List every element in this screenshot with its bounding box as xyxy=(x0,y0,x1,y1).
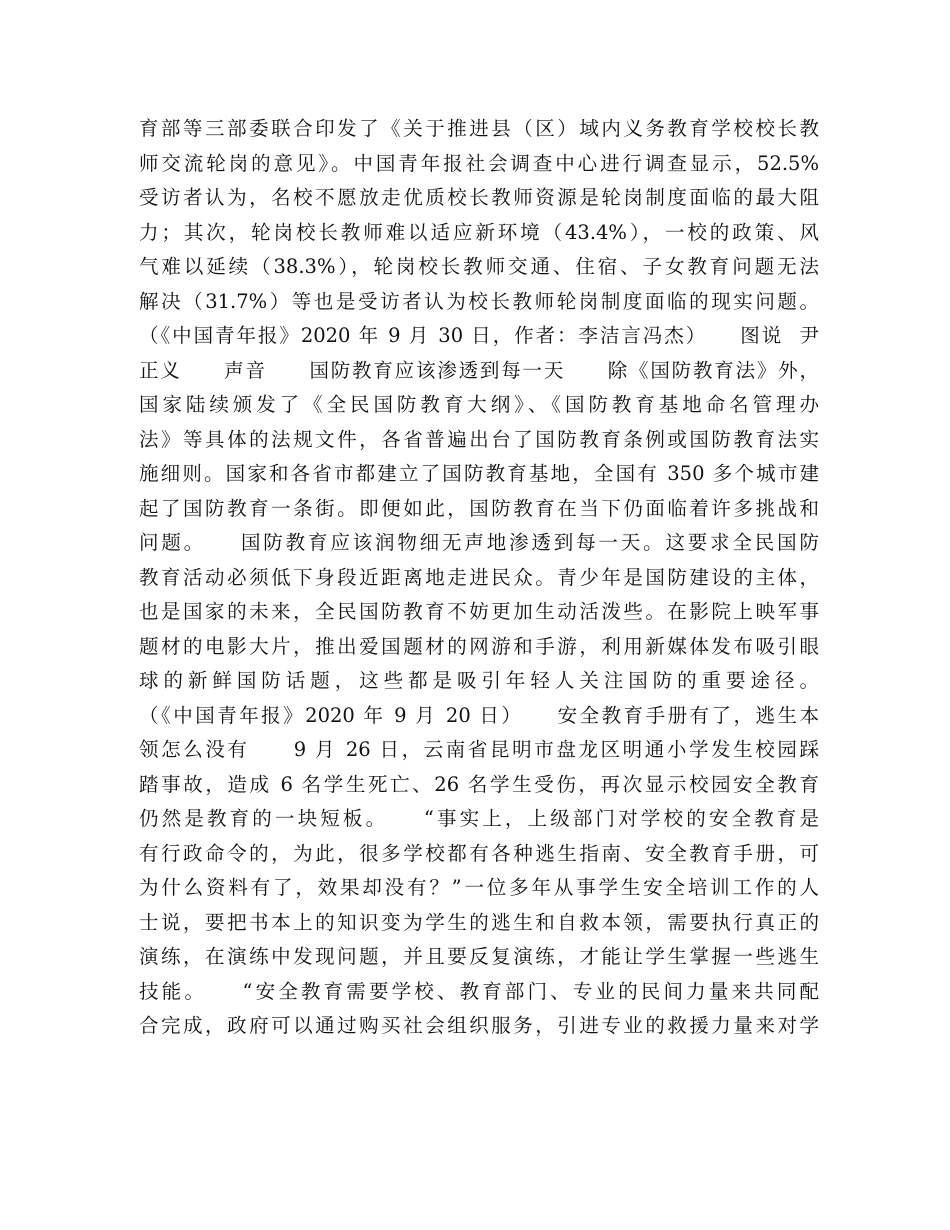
body-text xyxy=(139,112,819,1044)
text-line: 也是国家的未来，全民国防教育不妨更加生动活泼些。在影院上映军事 xyxy=(139,600,819,623)
text-line: （《中国青年报》2020 年 9 月 20 日） 安全教育手册有了，逃生本 xyxy=(139,703,819,727)
text-line: 踏事故，造成 6 名学生死亡、26 名学生受伤，再次显示校园安全教育 xyxy=(139,772,819,796)
text-line: 有行政命令的，为此，很多学校都有各种逃生指南、安全教育手册，可 xyxy=(139,841,819,865)
text-line: 解决（31.7%）等也是受访者认为校长教师轮岗制度面临的现实问题。 xyxy=(139,289,819,313)
text-line: 为什么资料有了，效果却没有？”一位多年从事学生安全培训工作的人 xyxy=(139,876,819,899)
text-line: 力；其次，轮岗校长教师难以适应新环境（43.4%），一校的政策、风 xyxy=(139,220,819,244)
text-line: 仍然是教育的一块短板。 “事实上，上级部门对学校的安全教育是 xyxy=(139,807,819,830)
text-line: 受访者认为，名校不愿放走优质校长教师资源是轮岗制度面临的最大阻 xyxy=(139,186,819,209)
text-line: 法》等具体的法规文件，各省普遍出台了国防教育条例或国防教育法实 xyxy=(139,427,819,451)
text-line: 施细则。国家和各省市都建立了国防教育基地，全国有 350 多个城市建 xyxy=(139,462,819,485)
text-line: 教育活动必须低下身段近距离地走进民众。青少年是国防建设的主体， xyxy=(139,565,819,589)
text-line: 国家陆续颁发了《全民国防教育大纲》、《国防教育基地命名管理办 xyxy=(139,393,819,416)
text-line: 演练，在演练中发现问题，并且要反复演练，才能让学生掌握一些逃生 xyxy=(139,945,819,968)
text-line: （《中国青年报》2020 年 9 月 30 日，作者：李洁言冯杰） 图说 尹 xyxy=(139,324,819,347)
text-line: 技能。 “安全教育需要学校、教育部门、专业的民间力量来共同配 xyxy=(139,979,819,1003)
text-line: 起了国防教育一条街。即便如此，国防教育在当下仍面临着许多挑战和 xyxy=(139,496,819,520)
text-line: 球的新鲜国防话题，这些都是吸引年轻人关注国防的重要途径。 xyxy=(139,669,819,692)
text-line: 题材的电影大片，推出爱国题材的网游和手游，利用新媒体发布吸引眼 xyxy=(139,634,819,658)
text-line: 师交流轮岗的意见》。中国青年报社会调查中心进行调查显示，52.5% xyxy=(139,151,819,175)
text-line: 气难以延续（38.3%），轮岗校长教师交通、住宿、子女教育问题无法 xyxy=(139,255,819,278)
text-line: 士说，要把书本上的知识变为学生的逃生和自救本领，需要执行真正的 xyxy=(139,910,819,934)
text-line: 领怎么没有 9 月 26 日，云南省昆明市盘龙区明通小学发生校园踩 xyxy=(139,738,819,761)
text-line: 问题。 国防教育应该润物细无声地渗透到每一天。这要求全民国防 xyxy=(139,531,819,554)
text-line: 育部等三部委联合印发了《关于推进县（区）域内义务教育学校校长教 xyxy=(139,117,819,140)
text-line: 正义 声音 国防教育应该渗透到每一天 除《国防教育法》外， xyxy=(139,358,819,382)
text-line: 合完成，政府可以通过购买社会组织服务，引进专业的救援力量来对学 xyxy=(139,1014,819,1037)
